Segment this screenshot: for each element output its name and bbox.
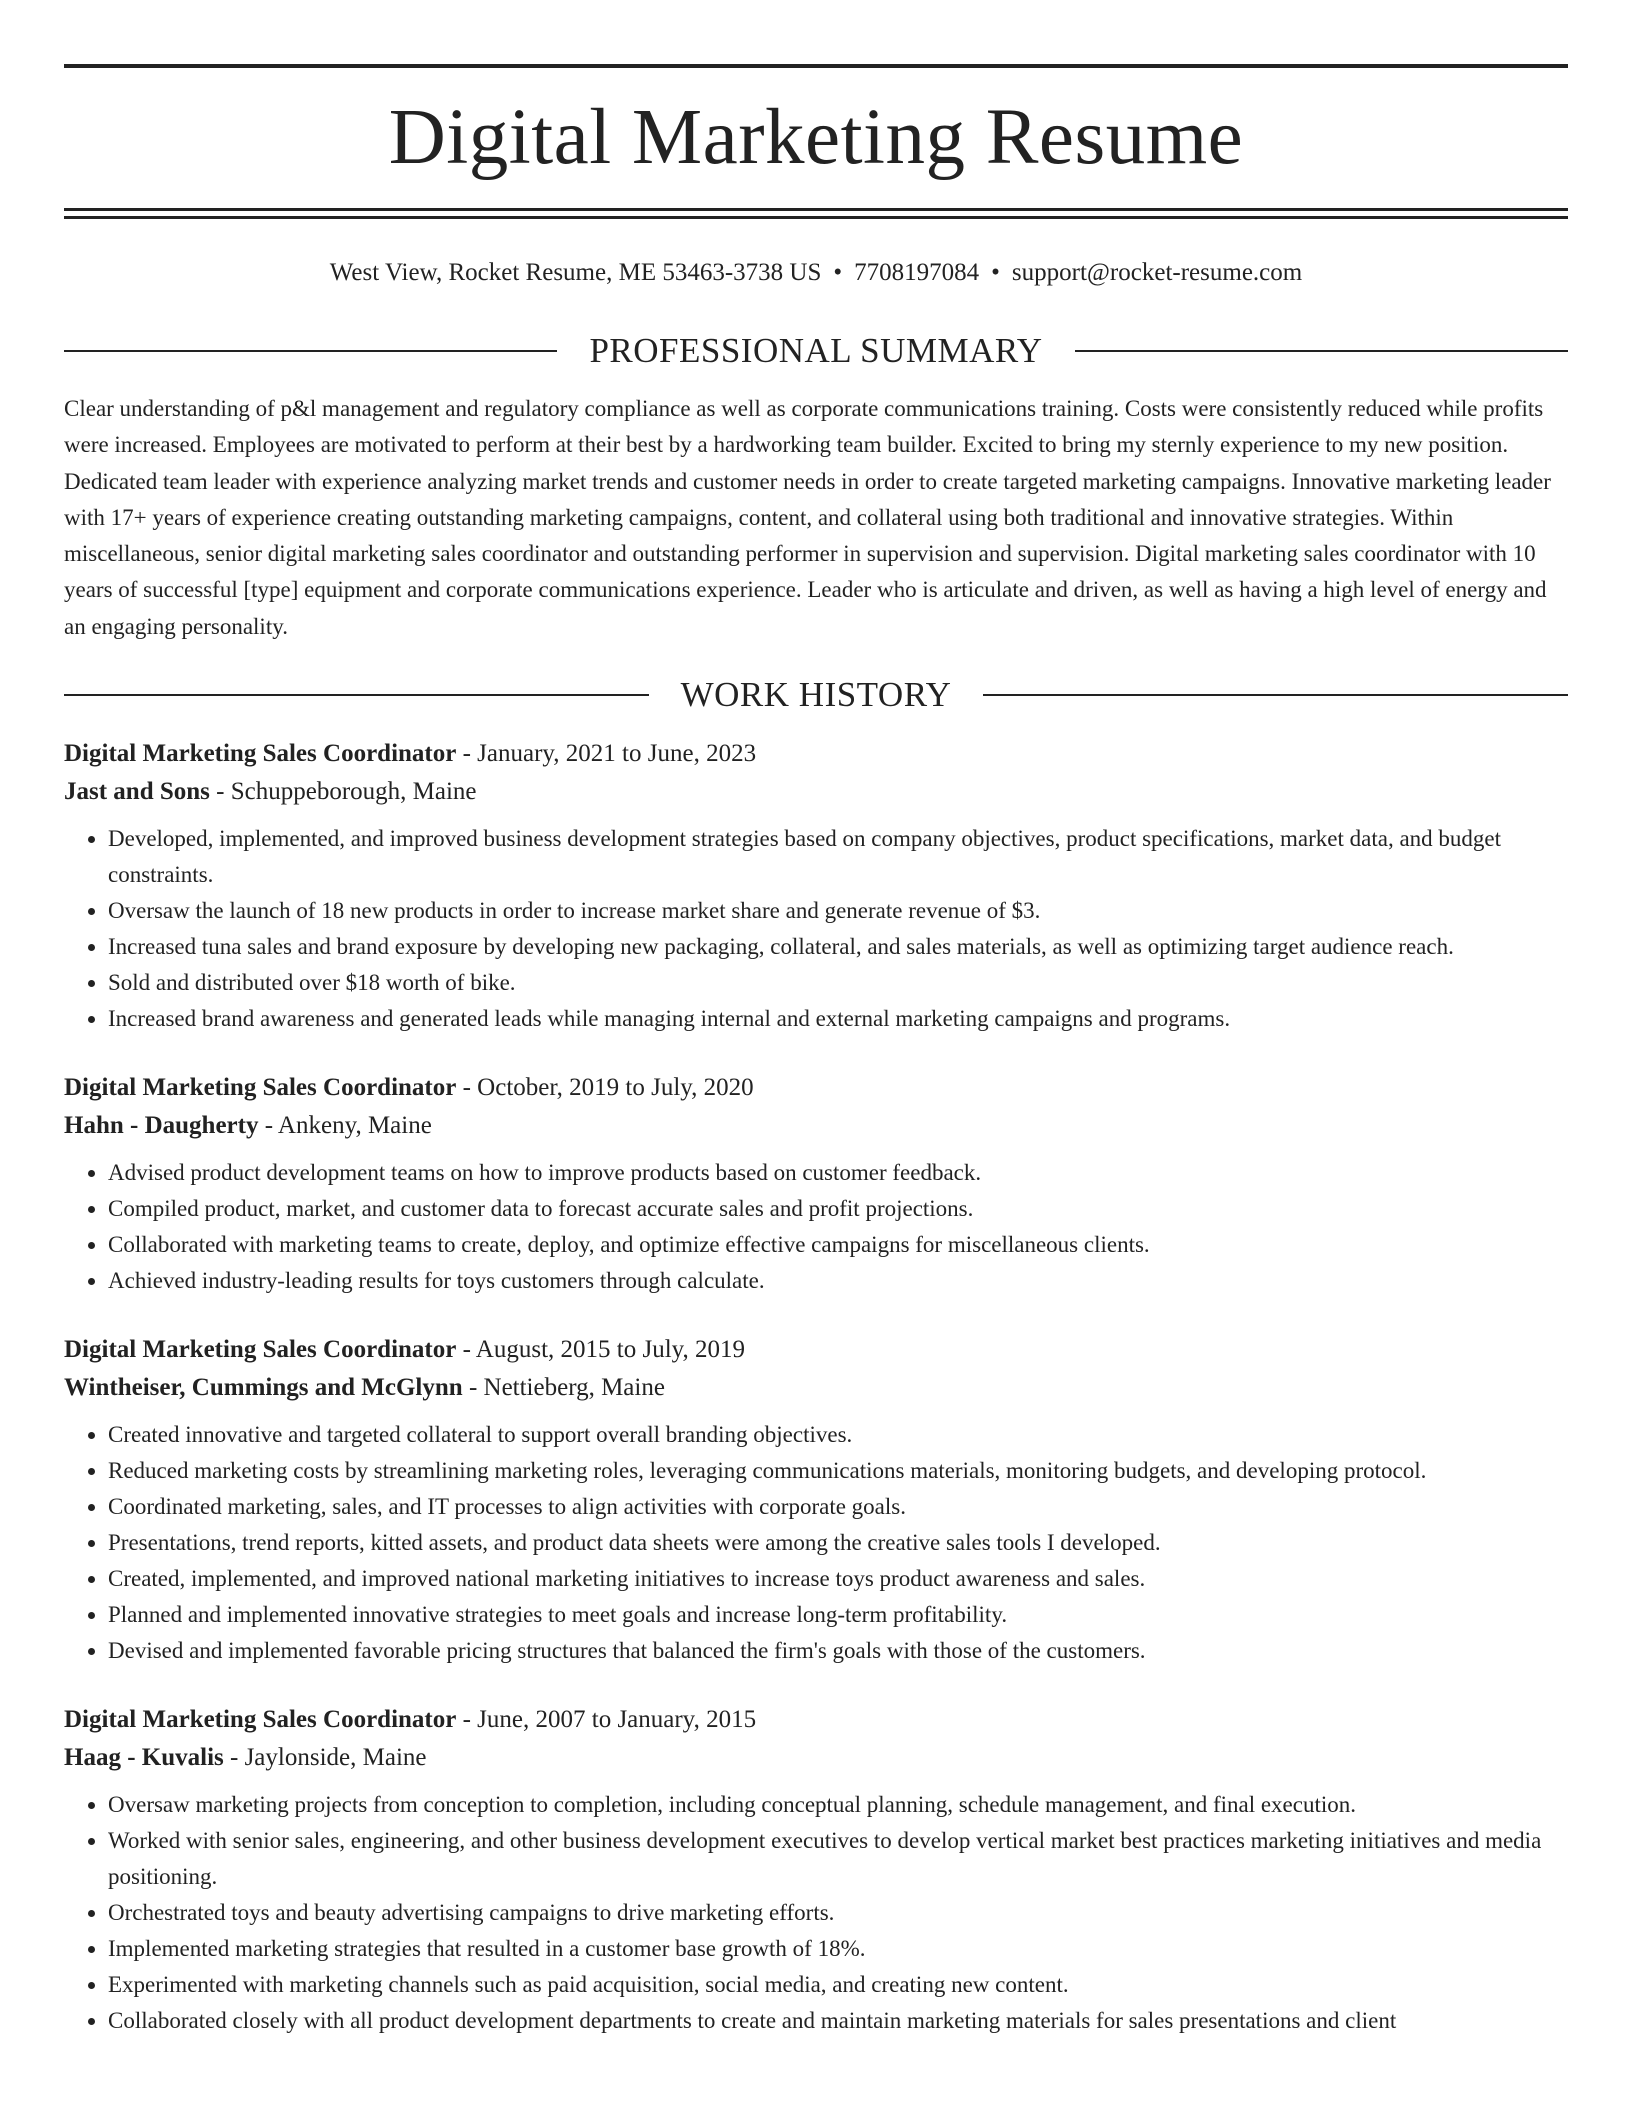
job-dates: - January, 2021 to June, 2023 (456, 740, 757, 768)
job-company-line (64, 1107, 1568, 1145)
contact-email: support@rocket-resume.com (1011, 259, 1303, 286)
job-bullet: • Presentations, trend reports, kitted assets, and product data sheets were among the creative sales tools I developed. (108, 1525, 1568, 1561)
job-bullets (64, 1787, 1568, 2039)
job-bullet: • Reduced marketing costs by streamlining marketing roles, leveraging communications materials, monitoring budgets, and developing protocol. (108, 1453, 1568, 1489)
job-bullet: • Created innovative and targeted collateral to support overall branding objectives. (108, 1417, 1568, 1453)
job-bullet: • Oversaw marketing projects from conception to completion, including conceptual planning, schedule management, and final execution. (108, 1787, 1568, 1823)
job-company-line (64, 1369, 1568, 1407)
job-dates: - August, 2015 to July, 2019 (456, 1336, 746, 1364)
job-bullets (64, 1155, 1568, 1299)
work-heading-label: WORK HISTORY (680, 675, 952, 715)
job-bullet: • Collaborated closely with all product development departments to create and maintain marketing materials for sales presentations and client (108, 2003, 1568, 2039)
job-bullet: • Developed, implemented, and improved business development strategies based on company objectives, product specifications, market data, and budget constraints. (108, 821, 1568, 893)
job-entry (64, 735, 1568, 1037)
job-location: - Ankeny, Maine (258, 1112, 432, 1140)
job-title: Digital Marketing Sales Coordinator (64, 740, 457, 768)
job-bullet: • Experimented with marketing channels such as paid acquisition, social media, and creating new content. (108, 1967, 1568, 2003)
contact-phone: 7708197084 (854, 259, 980, 286)
job-title-line (64, 1331, 1568, 1369)
heading-rule-left (64, 694, 649, 696)
job-title-line (64, 735, 1568, 773)
job-entry (64, 1331, 1568, 1669)
job-entry (64, 1069, 1568, 1299)
job-bullet: • Orchestrated toys and beauty advertising campaigns to drive marketing efforts. (108, 1895, 1568, 1931)
job-entry (64, 1701, 1568, 2039)
title-double-rule (64, 208, 1568, 219)
job-bullet: • Coordinated marketing, sales, and IT processes to align activities with corporate goals. (108, 1489, 1568, 1525)
job-bullet: • Increased brand awareness and generated leads while managing internal and external marketing campaigns and programs. (108, 1001, 1568, 1037)
heading-rule-left (64, 350, 557, 352)
job-company: Jast and Sons (64, 778, 210, 806)
job-bullet: • Oversaw the launch of 18 new products in order to increase market share and generate revenue of $3. (108, 893, 1568, 929)
summary-text: Clear understanding of p&l management and regulatory compliance as well as corporate communications training. Costs were consistently reduced while profits were increased. Employees are motivated to perform at their best by a hardworking team builder. Excited to bring my sternly experience to my new position. Dedicated team leader with experience analyzing market trends and customer needs in order to create targeted marketing campaigns. Innovative marketing leader with 17+ years of experience creating outstanding marketing campaigns, content, and collateral using both traditional and innovative strategies. Within miscellaneous, senior digital marketing sales coordinator and outstanding performer in supervision and supervision. Digital marketing sales coordinator with 10 years of successful [type] equipment and corporate communications experience. Leader who is articulate and driven, as well as having a high level of energy and an engaging personality. (64, 396, 1551, 639)
job-dates: - June, 2007 to January, 2015 (456, 1706, 757, 1734)
contact-separator: • (991, 259, 1000, 286)
job-title-line (64, 1069, 1568, 1107)
job-bullet: • Achieved industry-leading results for toys customers through calculate. (108, 1263, 1568, 1299)
work-history-list (64, 735, 1568, 2039)
job-location: - Jaylonside, Maine (223, 1744, 427, 1772)
job-bullet: • Devised and implemented favorable pricing structures that balanced the firm's goals with those of the customers. (108, 1633, 1568, 1669)
heading-rule-right (1075, 350, 1568, 352)
contact-separator: • (833, 259, 843, 286)
job-bullet: • Sold and distributed over $18 worth of bike. (108, 965, 1568, 1001)
job-location: - Nettieberg, Maine (462, 1374, 665, 1402)
job-bullets (64, 821, 1568, 1037)
job-company-line (64, 1739, 1568, 1777)
contact-line (64, 253, 1568, 293)
job-bullet: • Created, implemented, and improved national marketing initiatives to increase toys product awareness and sales. (108, 1561, 1568, 1597)
job-company-line (64, 773, 1568, 811)
heading-rule-right (983, 694, 1568, 696)
job-bullet: • Collaborated with marketing teams to create, deploy, and optimize effective campaigns for miscellaneous clients. (108, 1227, 1568, 1263)
summary-section-heading (64, 323, 1568, 379)
job-bullet: • Compiled product, market, and customer data to forecast accurate sales and profit projections. (108, 1191, 1568, 1227)
job-bullets (64, 1417, 1568, 1669)
job-company: Haag - Kuvalis (64, 1744, 224, 1772)
job-title-line (64, 1701, 1568, 1739)
job-title: Digital Marketing Sales Coordinator (64, 1706, 457, 1734)
contact-address: West View, Rocket Resume, ME 53463-3738 US (329, 259, 822, 286)
work-section-heading (64, 667, 1568, 723)
job-title: Digital Marketing Sales Coordinator (64, 1074, 457, 1102)
job-bullet: • Advised product development teams on how to improve products based on customer feedback. (108, 1155, 1568, 1191)
job-bullet: • Planned and implemented innovative strategies to meet goals and increase long-term profitability. (108, 1597, 1568, 1633)
job-bullet: • Implemented marketing strategies that resulted in a customer base growth of 18%. (108, 1931, 1568, 1967)
summary-heading-label: PROFESSIONAL SUMMARY (589, 331, 1043, 370)
job-company: Wintheiser, Cummings and McGlynn (64, 1374, 463, 1402)
job-location: - Schuppeborough, Maine (209, 778, 477, 806)
job-bullet: • Worked with senior sales, engineering, and other business development executives to develop vertical market best practices marketing initiatives and media positioning. (108, 1823, 1568, 1895)
resume-title: Digital Marketing Resume (388, 94, 1244, 181)
job-dates: - October, 2019 to July, 2020 (456, 1074, 754, 1102)
job-title: Digital Marketing Sales Coordinator (64, 1336, 457, 1364)
job-company: Hahn - Daugherty (64, 1112, 259, 1140)
job-bullet: • Increased tuna sales and brand exposure by developing new packaging, collateral, and sales materials, as well as optimizing target audience reach. (108, 929, 1568, 965)
